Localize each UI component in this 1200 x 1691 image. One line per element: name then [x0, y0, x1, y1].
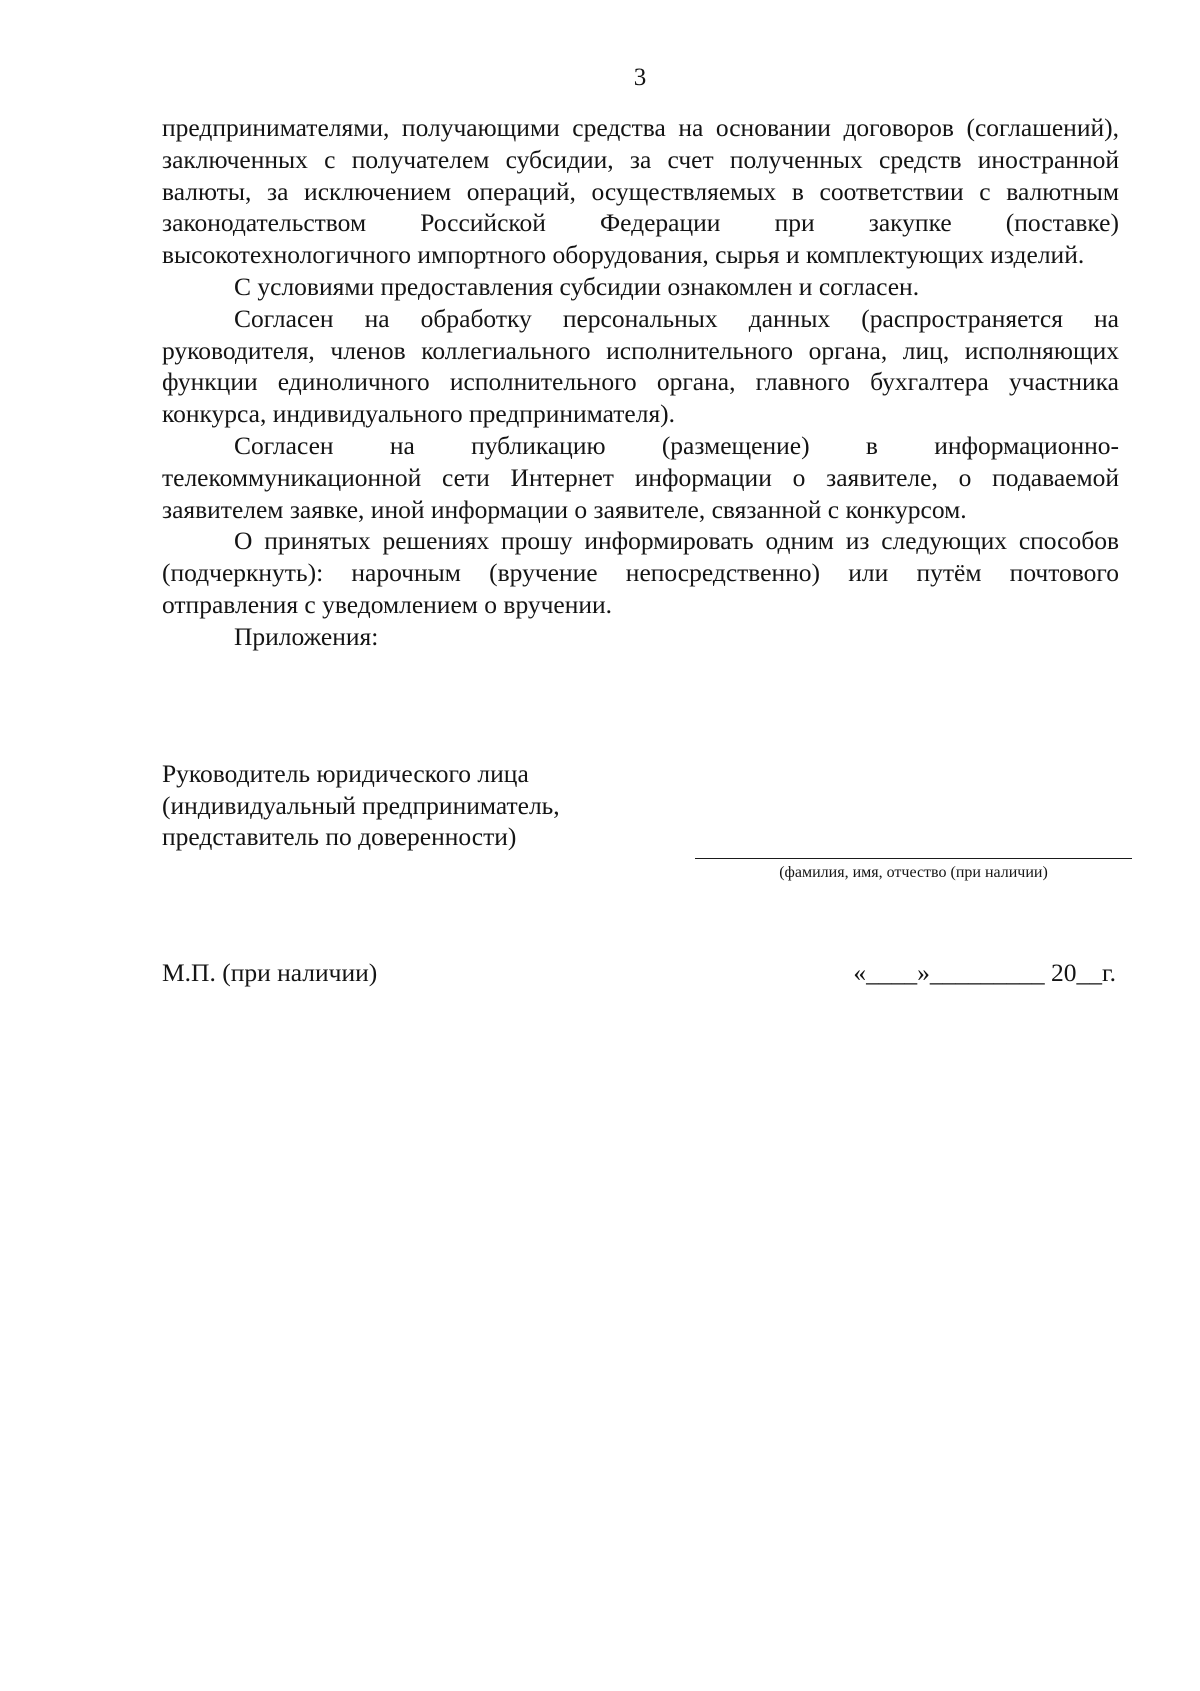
signature-caption: (фамилия, имя, отчество (при наличии)	[779, 864, 1048, 881]
page-number: 3	[633, 64, 647, 91]
stamp-label: М.П. (при наличии)	[162, 958, 378, 987]
paragraph-personal-data-consent: Согласен на обработку персональных данных (распространяется на руководителя, членов коллегиального исполнительного органа, лиц, исполняющих функции единоличного исполнительного органа, главного бухгалтера участника конкурса, индивидуального предпринимателя).	[162, 303, 1119, 429]
date-field: «____»_________ 20__г.	[853, 958, 1116, 987]
signatory-line: Руководитель юридического лица	[162, 759, 529, 788]
signature-line	[695, 858, 1132, 859]
signatory-line: (индивидуальный предприниматель,	[162, 790, 560, 820]
document-body	[162, 112, 1119, 653]
paragraph-currency-operations: предпринимателями, получающими средства на основании договоров (соглашений), заключенных с получателем субсидии, за счет полученных средств иностранной валюты, за исключением операций, осуществляемых в соответствии с валютным законодательством Российской Федерации при закупке (поставке) высокотехнологичного импортного оборудования, сырья и комплектующих изделий.	[162, 113, 1119, 270]
paragraph-publication-consent: Согласен на публикацию (размещение) в информационно-телекоммуникационной сети Интернет информации о заявителе, о подаваемой заявителем заявке, иной информации о заявителе, связанной с конкурсом.	[162, 430, 1119, 524]
paragraph-attachments: Приложения:	[234, 621, 379, 651]
signatory-block	[162, 758, 722, 853]
paragraph-subsidy-conditions: С условиями предоставления субсидии ознакомлен и согласен.	[234, 271, 920, 301]
signatory-line: представитель по доверенности)	[162, 822, 517, 851]
paragraph-notification-method: О принятых решениях прошу информировать одним из следующих способов (подчеркнуть): нарочным (вручение непосредственно) или путём почтового отправления с уведомлением о вручении.	[162, 526, 1119, 619]
